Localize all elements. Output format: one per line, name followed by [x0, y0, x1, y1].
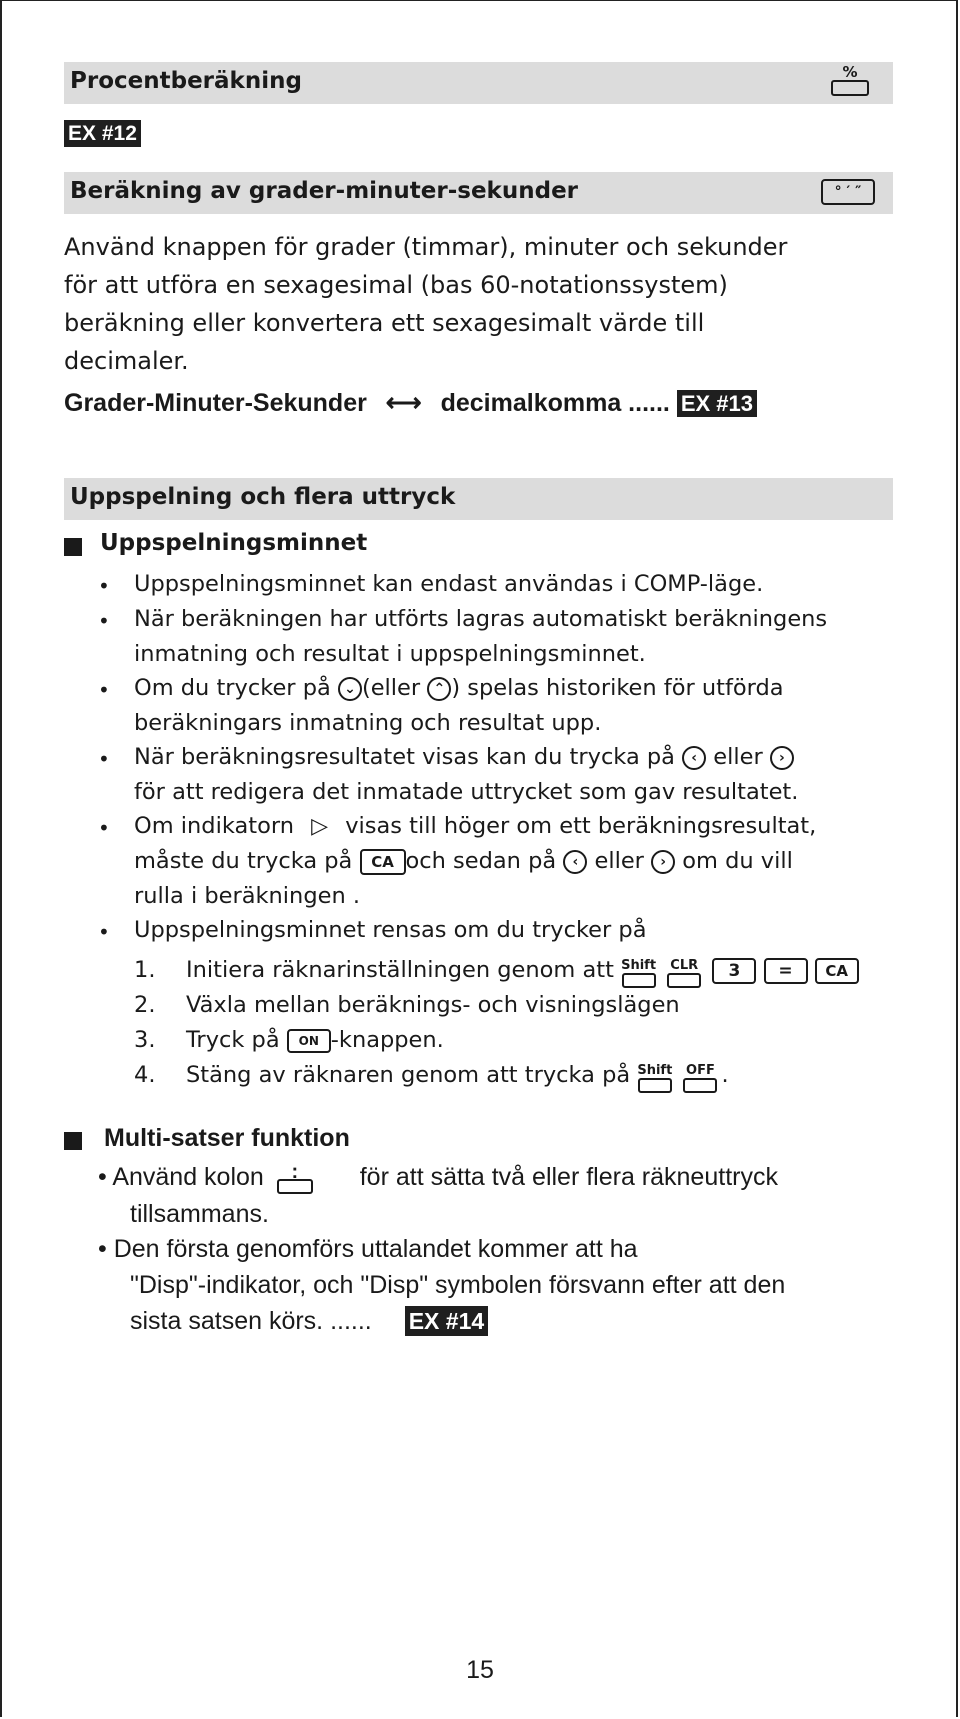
shift-key-icon: Shift — [621, 959, 656, 988]
section-title-replay: Uppspelning och flera uttryck — [70, 484, 456, 510]
bullet-dot: • — [98, 920, 110, 944]
replay-bullet-4-line-1: När beräkningsresultatet visas kan du trycka på ‹ eller › — [134, 740, 794, 775]
dms-key-icon: ° ′ ″ — [821, 179, 875, 205]
double-arrow-icon: ⟷ — [385, 389, 422, 417]
subhead-square-icon — [64, 538, 82, 556]
up-arrow-key-icon: ⌃ — [427, 677, 451, 701]
section-bar-percent — [64, 62, 893, 104]
ex-12-badge: EX #12 — [64, 120, 141, 147]
replay-bullet-2-line-2: inmatning och resultat i uppspelningsminnet. — [134, 641, 646, 667]
section-bar-dms — [64, 172, 893, 214]
off-key-icon: OFF — [683, 1064, 717, 1093]
ex-14-badge: EX #14 — [405, 1306, 488, 1336]
list-item-2: Växla mellan beräknings- och visningslägen — [186, 992, 680, 1018]
dms-body-line-4: decimaler. — [64, 347, 189, 375]
multi-bullet-1-line-1: • Använd kolon : för att sätta två eller flera räkneuttryck — [98, 1160, 778, 1194]
conversion-left: Grader-Minuter-Sekunder — [64, 389, 367, 417]
list-item-4: Stäng av räknaren genom att trycka på Shift OFF . — [186, 1058, 729, 1093]
multi-bullet-2-line-3: sista satsen körs. ...... EX #14 — [130, 1304, 488, 1338]
list-item-3: Tryck på ON -knappen. — [186, 1027, 444, 1053]
replay-bullet-5-line-3: rulla i beräkningen . — [134, 883, 361, 909]
clr-key-icon: CLR — [667, 959, 701, 988]
three-key-icon: 3 — [712, 958, 756, 984]
ca-key-icon: CA — [815, 958, 859, 984]
replay-bullet-3-line-2: beräkningars inmatning och resultat upp. — [134, 710, 602, 736]
bullet-dot: • — [98, 609, 110, 633]
replay-bullet-5-line-2: måste du trycka på CA och sedan på ‹ eller › om du vill — [134, 848, 793, 874]
list-number-4: 4. — [134, 1062, 156, 1088]
dms-conversion-line — [64, 388, 757, 418]
replay-subhead: Uppspelningsminnet — [100, 530, 368, 556]
list-number-1: 1. — [134, 957, 156, 983]
bullet-dot: • — [98, 816, 110, 840]
list-number-3: 3. — [134, 1027, 156, 1053]
dms-body-line-3: beräkning eller konvertera ett sexagesimalt värde till — [64, 309, 705, 337]
multi-bullet-2-line-2: "Disp"-indikator, och "Disp" symbolen försvann efter att den — [130, 1271, 786, 1299]
right-arrow-key-icon: › — [651, 850, 675, 874]
on-key-icon: ON — [287, 1029, 331, 1053]
dms-body-line-1: Använd knappen för grader (timmar), minuter och sekunder — [64, 233, 788, 261]
bullet-dot: • — [98, 747, 110, 771]
replay-bullet-4-line-2: för att redigera det inmatade uttrycket som gav resultatet. — [134, 779, 799, 805]
ca-key-icon: CA — [360, 849, 406, 875]
colon-key-icon: : — [277, 1165, 313, 1194]
dms-body-line-2: för att utföra en sexagesimal (bas 60-notationssystem) — [64, 271, 728, 299]
multi-bullet-1-line-2: tillsammans. — [130, 1200, 269, 1228]
section-title-percent: Procentberäkning — [70, 68, 302, 94]
replay-bullet-6: Uppspelningsminnet rensas om du trycker på — [134, 917, 647, 943]
right-triangle-indicator-icon: ▷ — [311, 814, 329, 839]
page-number: 15 — [466, 1656, 494, 1684]
section-bar-replay — [64, 478, 893, 520]
ex-13-badge: EX #13 — [677, 390, 757, 417]
percent-key-icon: % — [831, 64, 869, 96]
subhead-square-icon — [64, 1132, 82, 1150]
down-arrow-key-icon: ⌄ — [338, 677, 362, 701]
equals-key-icon: = — [764, 958, 808, 984]
list-number-2: 2. — [134, 992, 156, 1018]
multi-bullet-2-line-1: • Den första genomförs uttalandet kommer att ha — [98, 1235, 638, 1263]
right-arrow-key-icon: › — [770, 746, 794, 770]
left-arrow-key-icon: ‹ — [682, 746, 706, 770]
replay-bullet-5-line-1: Om indikatorn ▷ visas till höger om ett beräkningsresultat, — [134, 809, 816, 844]
bullet-dot: • — [98, 574, 110, 598]
left-arrow-key-icon: ‹ — [563, 850, 587, 874]
conversion-right: decimalkomma ...... — [440, 389, 670, 417]
bullet-dot: • — [98, 678, 110, 702]
replay-bullet-3-line-1: Om du trycker på ⌄ (eller ⌃ ) spelas historiken för utförda — [134, 675, 784, 701]
section-title-dms: Beräkning av grader-minuter-sekunder — [70, 178, 579, 204]
list-item-1: Initiera räknarinställningen genom att Shift CLR 3 = CA — [186, 953, 859, 988]
replay-bullet-1: Uppspelningsminnet kan endast användas i COMP-läge. — [134, 571, 764, 597]
replay-bullet-2-line-1: När beräkningen har utförts lagras automatiskt beräkningens — [134, 606, 828, 632]
multi-subhead: Multi-satser funktion — [104, 1124, 350, 1152]
shift-key-icon: Shift — [637, 1064, 672, 1093]
